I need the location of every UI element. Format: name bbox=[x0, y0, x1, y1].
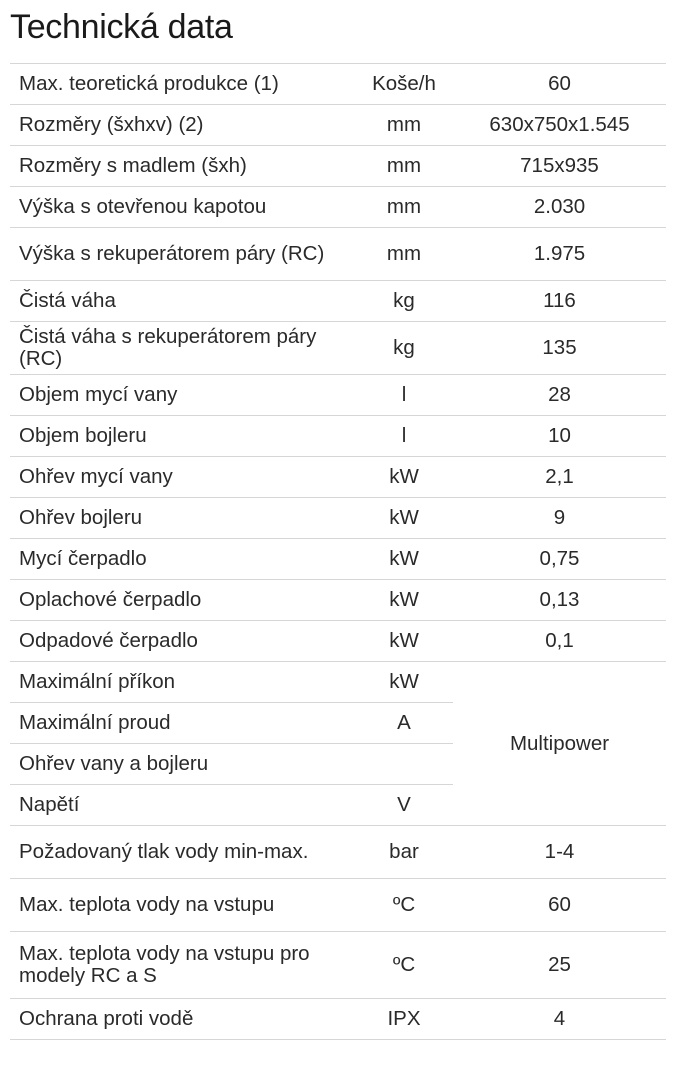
row-label: Čistá váha bbox=[19, 289, 116, 312]
table-row bbox=[10, 105, 666, 146]
row-unit: mm bbox=[386, 242, 422, 265]
row-unit: kW bbox=[389, 588, 419, 611]
row-label: Max. teoretická produkce (1) bbox=[19, 72, 279, 95]
table-row bbox=[10, 580, 666, 621]
row-value: 60 bbox=[548, 893, 571, 916]
row-label: Čistá váha s rekuperátorem páry (RC) bbox=[19, 325, 317, 370]
row-unit: IPX bbox=[387, 1007, 421, 1030]
table-row bbox=[10, 146, 666, 187]
row-label: Ohřev bojleru bbox=[19, 506, 143, 529]
table-row bbox=[10, 187, 666, 228]
multipower-value: Multipower bbox=[509, 731, 610, 755]
table-row bbox=[10, 281, 666, 322]
row-label: Oplachové čerpadlo bbox=[19, 588, 202, 611]
row-unit: kg bbox=[393, 289, 415, 312]
table-row bbox=[10, 416, 666, 457]
row-unit: mm bbox=[386, 154, 422, 177]
row-label: Max. teplota vody na vstupu pro modely RC a S bbox=[19, 942, 310, 987]
table-row bbox=[10, 64, 666, 105]
row-label: Výška s rekuperátorem páry (RC) bbox=[19, 242, 325, 265]
row-label: Napětí bbox=[10, 785, 355, 826]
row-unit: kW bbox=[389, 670, 419, 693]
row-unit: bar bbox=[389, 840, 419, 863]
table-row bbox=[10, 228, 666, 281]
table-row bbox=[10, 826, 666, 879]
row-unit: kW bbox=[389, 629, 419, 652]
row-label: Odpadové čerpadlo bbox=[19, 629, 198, 652]
row-label: Max. teplota vody na vstupu bbox=[19, 893, 275, 916]
table-row bbox=[10, 457, 666, 498]
row-value: 25 bbox=[548, 953, 571, 976]
page-title: Technická data bbox=[10, 8, 233, 46]
row-value: 60 bbox=[548, 72, 571, 95]
row-value: 0,13 bbox=[539, 588, 580, 611]
row-label: Ohřev mycí vany bbox=[19, 465, 173, 488]
row-value: 10 bbox=[548, 424, 571, 447]
table-row bbox=[10, 999, 666, 1040]
row-value: 116 bbox=[543, 289, 576, 312]
row-unit: Koše/h bbox=[372, 72, 436, 95]
table-row bbox=[10, 539, 666, 580]
row-label: Požadovaný tlak vody min-max. bbox=[19, 840, 309, 863]
row-unit: A bbox=[355, 703, 453, 744]
row-value: 0,75 bbox=[539, 547, 580, 570]
row-unit: kg bbox=[393, 336, 415, 359]
row-unit: mm bbox=[386, 195, 422, 218]
table-row bbox=[10, 932, 666, 999]
row-label: Ohřev vany a bojleru bbox=[10, 744, 355, 785]
row-value: 4 bbox=[553, 1007, 566, 1030]
table-row bbox=[10, 621, 666, 662]
row-label: Objem bojleru bbox=[19, 424, 147, 447]
row-value: 630x750x1.545 bbox=[489, 113, 630, 136]
table-row bbox=[10, 662, 666, 703]
row-unit: ºC bbox=[392, 893, 416, 916]
table-row bbox=[10, 879, 666, 932]
row-unit: kW bbox=[389, 547, 419, 570]
row-unit: V bbox=[355, 785, 453, 826]
row-label: Rozměry (šxhxv) (2) bbox=[19, 113, 204, 136]
row-unit: l bbox=[401, 424, 407, 447]
row-value: 28 bbox=[548, 383, 571, 406]
row-unit: kW bbox=[389, 506, 419, 529]
table-row bbox=[10, 498, 666, 539]
row-unit: mm bbox=[386, 113, 422, 136]
row-unit: kW bbox=[389, 465, 419, 488]
row-label: Ochrana proti vodě bbox=[19, 1007, 194, 1030]
row-unit bbox=[355, 744, 453, 785]
row-value: 0,1 bbox=[545, 629, 574, 652]
row-label: Maximální příkon bbox=[19, 670, 176, 693]
row-label: Výška s otevřenou kapotou bbox=[19, 195, 267, 218]
table-row bbox=[10, 322, 666, 375]
row-unit: ºC bbox=[392, 953, 416, 976]
row-value: 9 bbox=[553, 506, 566, 529]
row-value: 135 bbox=[542, 336, 577, 359]
technical-data-table bbox=[10, 63, 666, 1040]
row-value: 2.030 bbox=[533, 195, 586, 218]
row-label: Objem mycí vany bbox=[19, 383, 178, 406]
row-value: 1-4 bbox=[544, 840, 575, 863]
row-value: 2,1 bbox=[545, 465, 574, 488]
row-unit: l bbox=[401, 383, 407, 406]
table-row bbox=[10, 375, 666, 416]
row-value: 1.975 bbox=[533, 242, 586, 265]
row-value: 715x935 bbox=[520, 154, 599, 177]
row-label: Mycí čerpadlo bbox=[19, 547, 147, 570]
row-label: Maximální proud bbox=[10, 703, 355, 744]
row-label: Rozměry s madlem (šxh) bbox=[19, 154, 247, 177]
